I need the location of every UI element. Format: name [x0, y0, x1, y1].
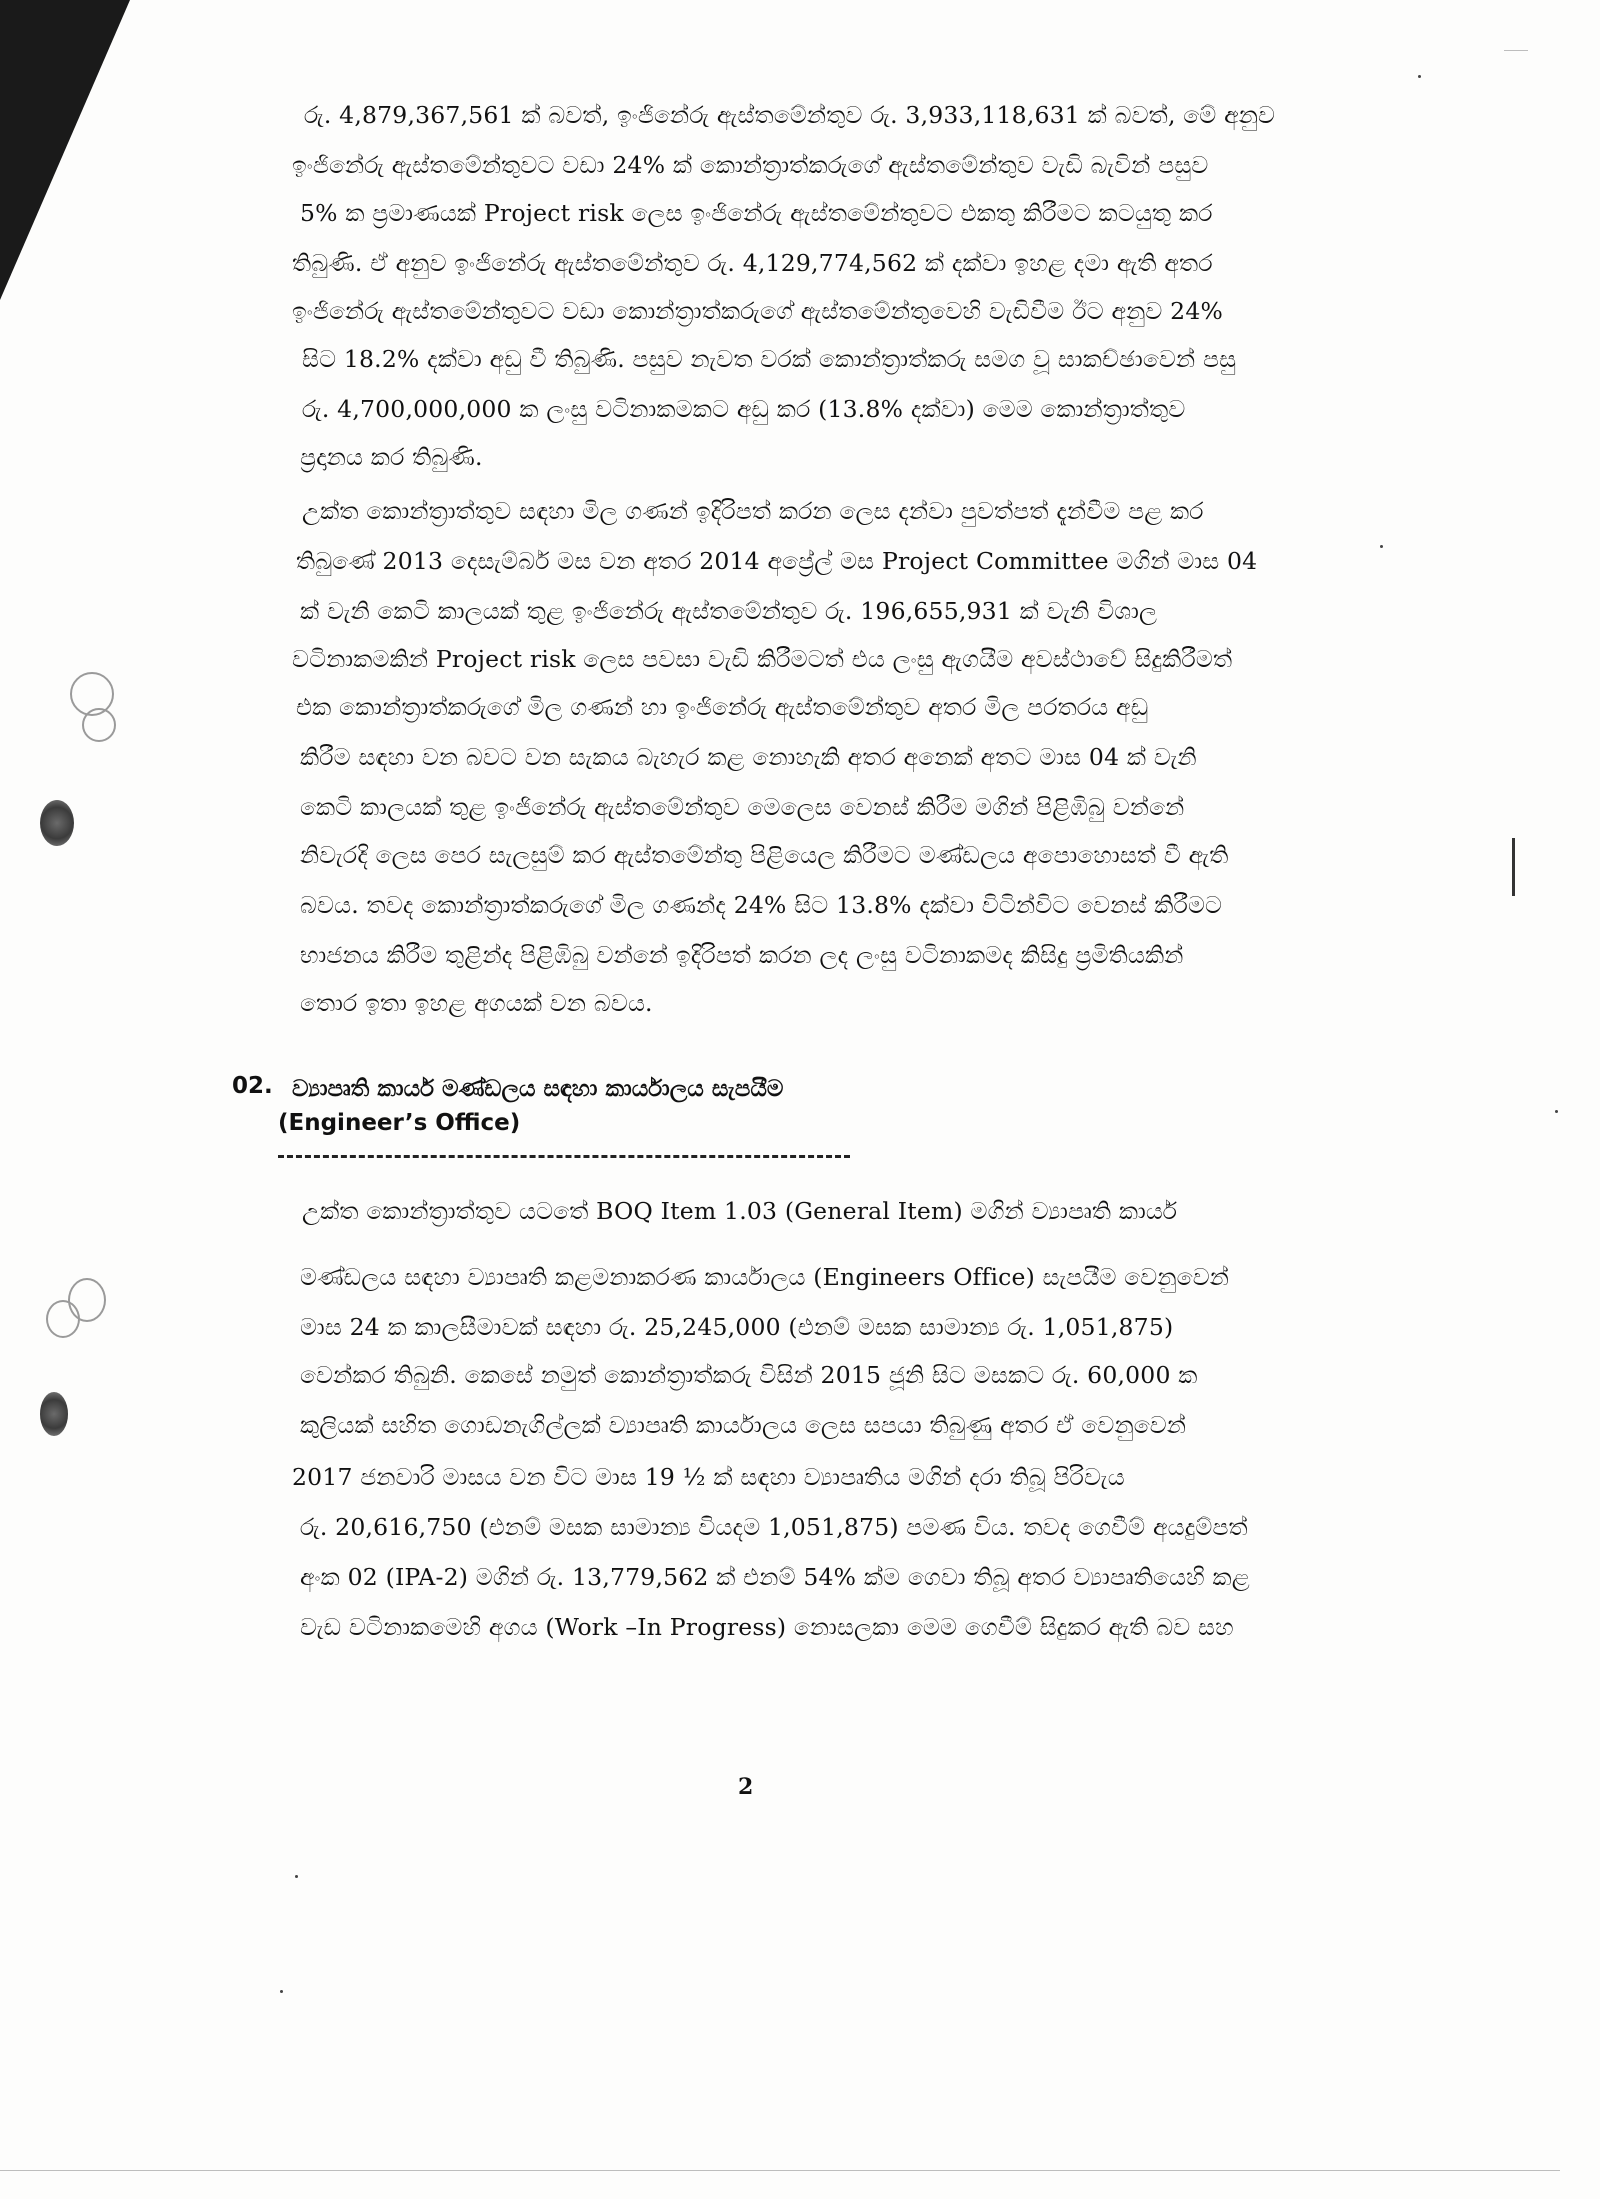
- scan-speck: [1418, 75, 1421, 78]
- paragraph-line: කෙටි කාලයක් තුළ ඉංජිනේරු ඇස්තමේන්තුව මෙලෙස වෙනස් කිරීම මගින් පිළිඹිබු වන්නේ: [300, 793, 1185, 821]
- paragraph-line: අංක 02 (IPA-2) මගින් රු. 13,779,562 ක් එනම් 54% ක්ම ගෙවා තිබූ අතර ව්‍යාපෘතියෙහි කළ: [300, 1563, 1250, 1591]
- paragraph-line: බවය. තවද කොන්ත්‍රාත්කරුගේ මිල ගණන්ද 24% සිට 13.8% දක්වා විටින්විට වෙනස් කිරීමට: [300, 891, 1223, 919]
- section-title: ව්‍යාපෘති කාර්ය මණ්ඩලය සඳහා කාර්යාලය සැපයීම: [292, 1075, 784, 1102]
- scan-bottom-edge: [0, 2170, 1560, 2171]
- paragraph-line: වෙන්කර තිබුනි. කෙසේ නමුත් කොන්ත්‍රාත්කරු විසින් 2015 ජූනි සිට මසකට රු. 60,000 ක: [300, 1361, 1198, 1389]
- section-underline: [278, 1155, 850, 1158]
- paragraph-line: වටිනාකමකින් Project risk ලෙස පවසා වැඩි කිරීමටත් එය ලංසු ඇගයීම අවස්ථාවේ සිදුකිරීමත්: [292, 645, 1233, 673]
- paragraph-line: වැඩ වටිනාකමෙහි අගය (Work –In Progress) නොසලකා මෙම ගෙවීම් සිදුකර ඇති බව සහ: [300, 1613, 1234, 1641]
- paragraph-line: තිබුණි. ඒ අනුව ඉංජිනේරු ඇස්තමේන්තුව රු. 4,129,774,562 ක් දක්වා ඉහළ දමා ඇති අතර: [292, 249, 1213, 277]
- paragraph-line: තිබුණේ 2013 දෙසැම්බර් මස වන අතර 2014 අප්‍රේල් මස Project Committee මගින් මාස 04: [296, 547, 1258, 575]
- paragraph-line: මණ්ඩලය සඳහා ව්‍යාපෘති කළමනාකරණ කාර්යාලය (Engineers Office) සැපයීම වෙනුවෙන්: [300, 1263, 1230, 1291]
- scan-edge-mark: [1512, 838, 1515, 896]
- section-number: 02.: [232, 1073, 273, 1099]
- paragraph-line: රු. 4,700,000,000 ක ලංසු වටිනාකමකට අඩු කර (13.8% දක්වා) මෙම කොන්ත්‍රාත්තුව: [302, 395, 1186, 423]
- paragraph-line: රු. 4,879,367,561 ක් බවත්, ඉංජිනේරු ඇස්තමේන්තුව රු. 3,933,118,631 ක් බවත්, මේ අනුව: [304, 101, 1276, 129]
- paragraph-line: රු. 20,616,750 (එනම් මසක සාමාන්‍ය වියදම 1,051,875) පමණ විය. තවද ගෙවීම් අයදුම්පත්: [300, 1513, 1248, 1541]
- paragraph-line: 2017 ජනවාරි මාසය වන විට මාස 19 ½ ක් සඳහා ව්‍යාපෘතිය මගින් දරා තිබූ පිරිවැය: [292, 1463, 1125, 1491]
- scan-speck: [1555, 1110, 1558, 1113]
- punch-hole-mark: [46, 1300, 80, 1338]
- paragraph-line: උක්ත කොන්ත්‍රාත්තුව යටතේ BOQ Item 1.03 (General Item) මගින් ව්‍යාපෘති කාර්ය: [302, 1197, 1178, 1225]
- paragraph-line: කිරීම සඳහා වන බවට වන සැකය බැහැර කළ නොහැකි අතර අනෙක් අතට මාස 04 ක් වැනි: [300, 743, 1197, 771]
- page-number: 2: [738, 1774, 754, 1800]
- paragraph-line: ඉංජිනේරු ඇස්තමේන්තුවට වඩා කොන්ත්‍රාත්කරුගේ ඇස්තමේන්තුවෙහි වැඩිවීම ඊට අනුව 24%: [292, 297, 1224, 325]
- paragraph-line: සිට 18.2% දක්වා අඩු වී තිබුණි. පසුව නැවත වරක් කොන්ත්‍රාත්කරු සමග වූ සාකච්ඡාවෙන් පසු: [302, 345, 1237, 373]
- scan-speck: [280, 1990, 283, 1993]
- punch-hole-shadow: [40, 800, 74, 846]
- paragraph-line: නිවැරදි ලෙස පෙර සැලසුම් කර ඇස්තමේන්තු පිළියෙල කිරීමට මණ්ඩලය අපොහොසත් වී ඇති: [300, 841, 1229, 869]
- paragraph-line: කුලියක් සහිත ගොඩනැගිල්ලක් ව්‍යාපෘති කාර්යාලය ලෙස සපයා තිබුණු අතර ඒ වෙනුවෙන්: [300, 1411, 1187, 1439]
- paragraph-line: මාස 24 ක කාලසීමාවක් සඳහා රු. 25,245,000 (එනම් මසක සාමාන්‍ය රු. 1,051,875): [300, 1313, 1174, 1341]
- scan-edge-mark: [1504, 50, 1528, 51]
- paragraph-line: ඉංජිනේරු ඇස්තමේන්තුවට වඩා 24% ක් කොන්ත්‍රාත්කරුගේ ඇස්තමේන්තුව වැඩි බැවින් පසුව: [292, 151, 1209, 179]
- scan-speck: [1380, 545, 1383, 548]
- punch-hole-shadow: [40, 1392, 68, 1436]
- paragraph-line: භාජනය කිරීම තුළින්ද පිළිඹිබු වන්නේ ඉදිරිපත් කරන ලද ලංසු වටිනාකමද කිසිදු ප්‍රමිතියකින්: [300, 941, 1184, 969]
- paragraph-line: ක් වැනි කෙටි කාලයක් තුළ ඉංජිනේරු ඇස්තමේන්තුව රු. 196,655,931 ක් වැනි විශාල: [300, 597, 1158, 625]
- scan-corner-shadow: [0, 0, 130, 300]
- section-subtitle: (Engineer’s Office): [278, 1110, 521, 1136]
- paragraph-line: එක කොන්ත්‍රාත්කරුගේ මිල ගණන් හා ඉංජිනේරු ඇස්තමේන්තුව අතර මිල පරතරය අඩු: [296, 693, 1149, 721]
- paragraph-line: 5% ක ප්‍රමාණයක් Project risk ලෙස ඉංජිනේරු ඇස්තමේන්තුවට එකතු කිරීමට කටයුතු කර: [300, 199, 1213, 227]
- scan-speck: [295, 1875, 298, 1878]
- punch-hole-mark: [82, 708, 116, 742]
- paragraph-line: උක්ත කොන්ත්‍රාත්තුව සඳහා මිල ගණන් ඉදිරිපත් කරන ලෙස දන්වා පුවත්පත් දැන්වීම පළ කර: [302, 497, 1204, 525]
- paragraph-line: ප්‍රදානය කර තිබුණි.: [300, 443, 483, 471]
- paragraph-line: තොර ඉතා ඉහළ අගයක් වන බවය.: [300, 989, 653, 1017]
